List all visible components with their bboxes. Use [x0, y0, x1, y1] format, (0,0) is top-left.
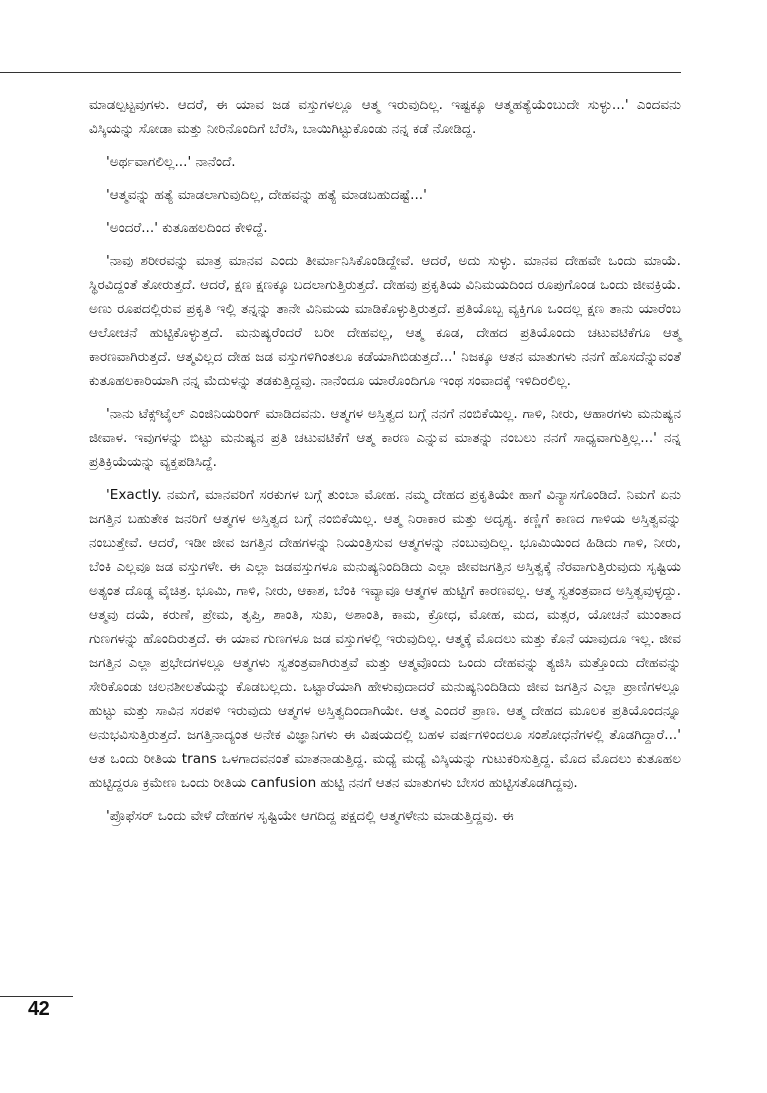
paragraph: 'ಪ್ರೊಫೆಸರ್ ಒಂದು ವೇಳೆ ದೇಹಗಳ ಸೃಷ್ಟಿಯೇ ಆಗದಿದ್ದ ಪಕ್ಷದಲ್ಲಿ ಆತ್ಮಗಳೇನು ಮಾಡುತ್ತಿದ್ದವು. ಈ: [106, 808, 514, 824]
paragraph: 'Exactly. ನಮಗೆ, ಮಾನವರಿಗೆ ಸರಕುಗಳ ಬಗ್ಗೆ ತುಂಬಾ ಮೋಹ. ನಮ್ಮ ದೇಹದ ಪ್ರಕೃತಿಯೇ ಹಾಗೆ ವಿನ್ಯಾಸಗೊಂಡಿದೆ. ನಿಮಗೆ ಏನು ಜಗತ್ತಿನ ಬಹುತೇಕ ಜನರಿಗೆ ಆತ್ಮಗಳ ಅಸ್ತಿತ್ವದ ಬಗ್ಗೆ ನಂಬಿಕೆಯಿಲ್ಲ. ಆತ್ಮ ನಿರಾಕಾರ ಮತ್ತು ಅದೃಶ್ಯ. ಕಣ್ಣಿಗೆ ಕಾಣದ ಗಾಳಿಯ ಅಸ್ತಿತ್ವವನ್ನು ನಂಬುತ್ತೇವೆ. ಆದರೆ, ಇಡೀ ಜೀವ ಜಗತ್ತಿನ ದೇಹಗಳನ್ನು ನಿಯಂತ್ರಿಸುವ ಆತ್ಮಗಳನ್ನು ನಂಬುವುದಿಲ್ಲ. ಭೂಮಿಯಿಂದ ಹಿಡಿದು ಗಾಳಿ, ನೀರು, ಬೆಂಕಿ ಎಲ್ಲವೂ ಜಡ ವಸ್ತುಗಳೇ. ಈ ಎಲ್ಲಾ ಜಡವಸ್ತುಗಳೂ ಮನುಷ್ಯನಿಂದಿಡಿದು ಎಲ್ಲಾ ಜೀವಜಗತ್ತಿನ ಅಸ್ತಿತ್ವಕ್ಕೆ ನೆರವಾಗುತ್ತಿರುವುದು ಸೃಷ್ಟಿಯ ಅತ್ಯಂತ ದೊಡ್ಡ ವೈಚಿತ್ರ. ಭೂಮಿ, ಗಾಳಿ, ನೀರು, ಆಕಾಶ, ಬೆಂಕಿ ಇವ್ಯಾವೂ ಆತ್ಮಗಳ ಹುಟ್ಟಿಗೆ ಕಾರಣವಲ್ಲ. ಆತ್ಮ ಸ್ವತಂತ್ರವಾದ ಅಸ್ತಿತ್ವವುಳ್ಳದ್ದು. ಆತ್ಮವು ದಯೆ, ಕರುಣೆ, ಪ್ರೇಮ, ತೃಪ್ತಿ, ಶಾಂತಿ, ಸುಖ, ಅಶಾಂತಿ, ಕಾಮ, ಕ್ರೋಧ, ಮೋಹ, ಮದ, ಮತ್ಸರ, ಯೋಚನೆ ಮುಂತಾದ ಗುಣಗಳನ್ನು ಹೊಂದಿರುತ್ತದೆ. ಈ ಯಾವ ಗುಣಗಳೂ ಜಡ ವಸ್ತುಗಳಲ್ಲಿ ಇರುವುದಿಲ್ಲ. ಆತ್ಮಕ್ಕೆ ಮೊದಲು ಮತ್ತು ಕೊನೆ ಯಾವುದೂ ಇಲ್ಲ. ಜೀವ ಜಗತ್ತಿನ ಎಲ್ಲಾ ಪ್ರಭೇದಗಳಲ್ಲೂ ಆತ್ಮಗಳು ಸ್ವತಂತ್ರವಾಗಿರುತ್ತವೆ ಮತ್ತು ಆತ್ಮವೊಂದು ಒಂದು ದೇಹವನ್ನು ತ್ಯಜಿಸಿ ಮತ್ತೊಂದು ದೇಹವನ್ನು ಸೇರಿಕೊಂಡು ಚಲನಶೀಲತೆಯನ್ನು ಕೊಡಬಲ್ಲದು. ಒಟ್ಟಾರೆಯಾಗಿ ಹೇಳುವುದಾದರೆ ಮನುಷ್ಯನಿಂದಿಡಿದು ಜೀವ ಜಗತ್ತಿನ ಎಲ್ಲಾ ಪ್ರಾಣಿಗಳಲ್ಲೂ ಹುಟ್ಟು ಮತ್ತು ಸಾವಿನ ಸರಪಳಿ ಇರುವುದು ಆತ್ಮಗಳ ಅಸ್ತಿತ್ವದಿಂದಾಗಿಯೇ. ಆತ್ಮ ಎಂದರೆ ಪ್ರಾಣ. ಆತ್ಮ ದೇಹದ ಮೂಲಕ ಪ್ರತಿಯೊಂದನ್ನೂ ಅನುಭವಿಸುತ್ತಿರುತ್ತದೆ. ಜಗತ್ತಿನಾದ್ಯಂತ ಅನೇಕ ವಿಜ್ಞಾನಿಗಳು ಈ ವಿಷಯದಲ್ಲಿ ಬಹಳ ವರ್ಷಗಳಿಂದಲೂ ಸಂಶೋಧನೆಗಳಲ್ಲಿ ತೊಡಗಿದ್ದಾರೆ...' ಆತ ಒಂದು ರೀತಿಯ trans ಒಳಗಾದವನಂತೆ ಮಾತನಾಡುತ್ತಿದ್ದ. ಮಧ್ಯೆ ಮಧ್ಯೆ ವಿಸ್ಕಿಯನ್ನು ಗುಟುಕರಿಸುತ್ತಿದ್ದ. ಮೊದ ಮೊದಲು ಕುತೂಹಲ ಹುಟ್ಟಿದ್ದರೂ ಕ್ರಮೇಣ ಒಂದು ರೀತಿಯ canfusion ಹುಟ್ಟಿ ನನಗೆ ಆತನ ಮಾತುಗಳು ಬೇಸರ ಹುಟ್ಟಿಸತೊಡಗಿದ್ದವು.: [89, 487, 681, 791]
paragraph: ಮಾಡಲ್ಪಟ್ಟವುಗಳು. ಆದರೆ, ಈ ಯಾವ ಜಡ ವಸ್ತುಗಳಲ್ಲೂ ಆತ್ಮ ಇರುವುದಿಲ್ಲ. ಇಷ್ಟಕ್ಕೂ ಆತ್ಮಹತ್ಯೆಯೆಂಬುದೇ ಸುಳ್ಳು...' ಎಂದವನು ವಿಸ್ಕಿಯನ್ನು ಸೋಡಾ ಮತ್ತು ನೀರಿನೊಂದಿಗೆ ಬೆರೆಸಿ, ಬಾಯಿಗಿಟ್ಟುಕೊಂಡು ನನ್ನ ಕಡೆ ನೋಡಿದ್ದ.: [89, 97, 681, 137]
body-text: [89, 93, 681, 828]
header-rule: [0, 72, 681, 73]
footer-rule: [0, 996, 73, 997]
paragraph: 'ಅರ್ಥವಾಗಲಿಲ್ಲ...' ನಾನೆಂದೆ.: [106, 154, 236, 170]
page-number: 42: [28, 998, 50, 1020]
paragraph: 'ಅಂದರೆ...' ಕುತೂಹಲದಿಂದ ಕೇಳಿದ್ದೆ.: [106, 220, 268, 236]
paragraph: 'ನಾನು ಟೆಕ್ಸ್‌ಟೈಲ್ ಎಂಜಿನಿಯರಿಂಗ್ ಮಾಡಿದವನು. ಆತ್ಮಗಳ ಅಸ್ತಿತ್ವದ ಬಗ್ಗೆ ನನಗೆ ನಂಬಿಕೆಯಿಲ್ಲ. ಗಾಳಿ, ನೀರು, ಆಹಾರಗಳು ಮನುಷ್ಯನ ಜೀವಾಳ. ಇವುಗಳನ್ನು ಬಿಟ್ಟು ಮನುಷ್ಯನ ಪ್ರತಿ ಚಟುವಟಿಕೆಗೆ ಆತ್ಮ ಕಾರಣ ಎನ್ನುವ ಮಾತನ್ನು ನಂಬಲು ನನಗೆ ಸಾಧ್ಯವಾಗುತ್ತಿಲ್ಲ...' ನನ್ನ ಪ್ರತಿಕ್ರಿಯೆಯನ್ನು ವ್ಯಕ್ತಪಡಿಸಿದ್ದೆ.: [89, 406, 681, 470]
paragraph: 'ಆತ್ಮವನ್ನು ಹತ್ಯೆ ಮಾಡಲಾಗುವುದಿಲ್ಲ, ದೇಹವನ್ನು ಹತ್ಯೆ ಮಾಡಬಹುದಷ್ಟೆ...': [106, 187, 427, 203]
paragraph: 'ನಾವು ಶರೀರವನ್ನು ಮಾತ್ರ ಮಾನವ ಎಂದು ತೀರ್ಮಾನಿಸಿಕೊಂಡಿದ್ದೇವೆ. ಆದರೆ, ಅದು ಸುಳ್ಳು. ಮಾನವ ದೇಹವೇ ಒಂದು ಮಾಯೆ. ಸ್ಥಿರವಿದ್ದಂತೆ ತೋರುತ್ತದೆ. ಆದರೆ, ಕ್ಷಣ ಕ್ಷಣಕ್ಕೂ ಬದಲಾಗುತ್ತಿರುತ್ತದೆ. ದೇಹವು ಪ್ರಕೃತಿಯ ವಿನಿಮಯದಿಂದ ರೂಪುಗೊಂಡ ಒಂದು ಜೀವಕ್ರಿಯೆ. ಅಣು ರೂಪದಲ್ಲಿರುವ ಪ್ರಕೃತಿ ಇಲ್ಲಿ ತನ್ನನ್ನು ತಾನೇ ವಿನಿಮಯ ಮಾಡಿಕೊಳ್ಳುತ್ತಿರುತ್ತದೆ. ಪ್ರತಿಯೊಬ್ಬ ವ್ಯಕ್ತಿಗೂ ಒಂದಲ್ಲ ಕ್ಷಣ ತಾನು ಯಾರೆಂಬ ಆಲೋಚನೆ ಹುಟ್ಟಿಕೊಳ್ಳುತ್ತದೆ. ಮನುಷ್ಯರೆಂದರೆ ಬರೀ ದೇಹವಲ್ಲ, ಆತ್ಮ ಕೂಡ, ದೇಹದ ಪ್ರತಿಯೊಂದು ಚಟುವಟಿಕೆಗೂ ಆತ್ಮ ಕಾರಣವಾಗಿರುತ್ತದೆ. ಆತ್ಮವಿಲ್ಲದ ದೇಹ ಜಡ ವಸ್ತುಗಳಿಗಿಂತಲೂ ಕಡೆಯಾಗಿಬಿಡುತ್ತದೆ...' ನಿಜಕ್ಕೂ ಆತನ ಮಾತುಗಳು ನನಗೆ ಹೊಸದೆನ್ನುವಂತೆ ಕುತೂಹಲಕಾರಿಯಾಗಿ ನನ್ನ ಮೆದುಳನ್ನು ತಡಕುತ್ತಿದ್ದವು. ನಾನೆಂದೂ ಯಾರೊಂದಿಗೂ ಇಂಥ ಸಂವಾದಕ್ಕೆ ಇಳಿದಿರಲಿಲ್ಲ.: [89, 253, 681, 389]
